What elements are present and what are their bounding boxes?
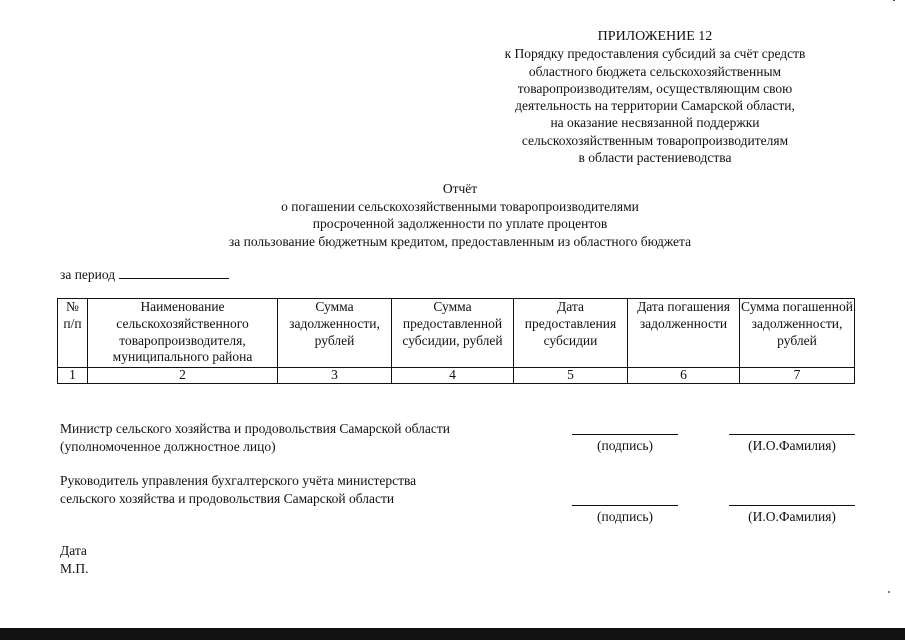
report-subtitle-line: за пользование бюджетным кредитом, предоставленным из областного бюджета: [228, 233, 692, 249]
appendix-line: в области растениеводства: [578, 150, 732, 166]
column-number-cell: 3: [278, 368, 392, 384]
appendix-line: на оказание несвязанной поддержки: [550, 115, 760, 131]
minister-title-line: Министр сельского хозяйства и продовольствия Самарской области: [60, 421, 450, 436]
minister-signature-line: [572, 434, 678, 435]
scan-corner-mark: [893, 0, 895, 1]
period-blank-line: [119, 266, 229, 279]
column-number-cell: 2: [88, 368, 278, 384]
accounting-head-title-line: сельского хозяйства и продовольствия Самарской области: [60, 490, 395, 506]
column-number-cell: 6: [628, 368, 740, 384]
accounting-head-signature-line: [572, 505, 678, 506]
column-number-cell: 5: [514, 368, 628, 384]
minister-signature-caption: (подпись): [596, 438, 654, 453]
period-label: за период: [60, 267, 116, 282]
accounting-head-title-line: Руководитель управления бухгалтерского учёта министерства: [60, 473, 417, 488]
table-header-cell: № п/п: [58, 299, 88, 368]
period-field: [60, 266, 229, 283]
appendix-header: [430, 28, 880, 166]
table-column-numbers-row: [58, 368, 855, 384]
appendix-line: к Порядку предоставления субсидий за счёт средств: [504, 46, 806, 62]
table-header-cell: Дата погашения задолженности: [628, 299, 740, 368]
appendix-line: деятельность на территории Самарской области,: [515, 98, 795, 114]
minister-signature-text: [60, 420, 540, 455]
table-header-cell: Дата предоставления субсидии: [514, 299, 628, 368]
table-header-cell: Сумма погашенной задолженности, рублей: [740, 299, 855, 368]
table-header-cell: Сумма предоставленной субсидии, рублей: [392, 299, 514, 368]
report-subtitle-line: просроченной задолженности по уплате процентов: [312, 216, 608, 232]
table-header-cell: Наименование сельскохозяйственного товаропроизводителя, муниципального района: [88, 299, 278, 368]
accounting-head-name-caption: (И.О.Фамилия): [748, 509, 836, 524]
scan-bottom-edge: [0, 628, 905, 640]
report-title: Отчёт: [442, 181, 478, 196]
date-label: Дата: [60, 543, 87, 558]
minister-name-line: [729, 434, 855, 435]
table-header-cell: Сумма задолженности, рублей: [278, 299, 392, 368]
scan-speck: [888, 591, 890, 593]
date-stamp-block: [60, 542, 89, 577]
column-number-cell: 4: [392, 368, 514, 384]
appendix-line: товаропроизводителям, осуществляющим свою: [517, 80, 793, 96]
report-subtitle-line: о погашении сельскохозяйственными товаропроизводителями: [281, 198, 639, 214]
stamp-label: М.П.: [60, 560, 89, 576]
accounting-head-signature-caption: (подпись): [596, 509, 654, 524]
column-number-cell: 7: [740, 368, 855, 384]
appendix-line: областного бюджета сельскохозяйственным: [528, 63, 782, 79]
report-table: [57, 298, 855, 384]
appendix-line: сельскохозяйственным товаропроизводителям: [521, 132, 789, 148]
column-number-cell: 1: [58, 368, 88, 384]
appendix-title: ПРИЛОЖЕНИЕ 12: [597, 29, 713, 44]
table-header-row: [58, 299, 855, 368]
report-heading: [150, 180, 770, 250]
minister-name-caption: (И.О.Фамилия): [748, 438, 836, 453]
accounting-head-signature-text: [60, 472, 540, 507]
accounting-head-name-line: [729, 505, 855, 506]
minister-title-line: (уполномоченное должностное лицо): [60, 438, 276, 454]
